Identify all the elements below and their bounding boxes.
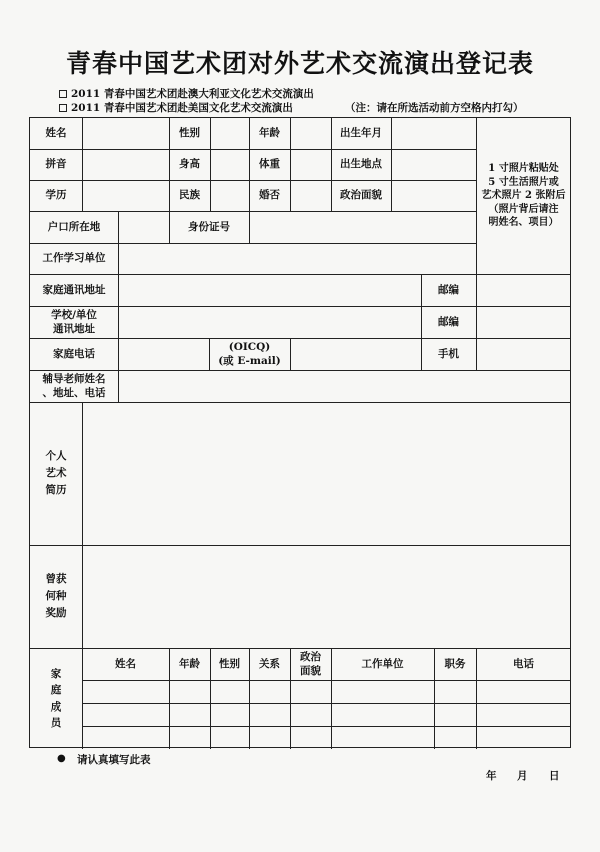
- col-line: [210, 118, 211, 211]
- label-awards: 曾获 何种 奖励: [45, 573, 67, 619]
- label-idcard: 身份证号: [188, 220, 230, 233]
- label-gender: 性别: [179, 127, 200, 140]
- bullet-icon: ●: [57, 753, 66, 764]
- row-line: [82, 726, 571, 727]
- col-line: [391, 118, 392, 211]
- label-postcode-2: 邮编: [438, 315, 459, 328]
- page-title: 青春中国艺术团对外艺术交流演出登记表: [65, 49, 534, 78]
- label-resume: 个人 艺术 简历: [45, 450, 67, 496]
- col-line: [118, 243, 119, 274]
- col-line: [249, 211, 250, 243]
- family-header-work-unit: 工作单位: [361, 657, 404, 670]
- label-tutor: 辅导老师姓名 、地址、电话: [42, 372, 106, 399]
- row-line: [30, 545, 571, 546]
- label-political: 政治面貌: [340, 189, 382, 202]
- label-birthplace: 出生地点: [340, 158, 382, 171]
- family-header-political: 政治 面貌: [300, 650, 321, 677]
- family-header-age: 年龄: [179, 657, 200, 670]
- label-oicq-email: (OICQ) (或 E-mail): [218, 340, 281, 367]
- col-line: [118, 338, 119, 370]
- label-marital: 婚否: [259, 189, 280, 202]
- footer-instruction: 请认真填写此表: [77, 754, 151, 766]
- option-australia[interactable]: [59, 86, 314, 101]
- col-line: [82, 118, 83, 211]
- label-school-address: 学校/单位 通讯地址: [51, 308, 97, 335]
- checkbox-usa[interactable]: [59, 104, 67, 112]
- col-line: [118, 370, 119, 402]
- row-line: [82, 680, 571, 681]
- label-hukou: 户口所在地: [47, 220, 101, 233]
- col-line: [290, 338, 291, 370]
- col-line: [82, 402, 83, 749]
- label-postcode: 邮编: [438, 283, 459, 296]
- label-height: 身高: [179, 158, 200, 171]
- row-line: [30, 402, 571, 403]
- selection-note: （注：请在所选活动前方空格内打勾）: [345, 102, 524, 114]
- photo-placeholder: 1 寸照片粘贴处 5 寸生活照片或 艺术照片 2 张附后 （照片背后请注 明姓名、项目）: [481, 163, 566, 229]
- label-age: 年龄: [259, 127, 280, 140]
- col-line: [118, 274, 119, 338]
- date-month: 月: [517, 770, 528, 782]
- family-header-name: 姓名: [115, 657, 136, 670]
- family-header-phone: 电话: [513, 657, 534, 670]
- row-line: [82, 703, 571, 704]
- registration-form-table: [29, 117, 571, 748]
- date-day: 日: [549, 770, 560, 782]
- label-family: 家 庭 成 员: [50, 667, 62, 729]
- label-birth: 出生年月: [340, 127, 382, 140]
- col-line: [476, 274, 477, 370]
- option-usa[interactable]: [59, 100, 293, 115]
- label-home-address: 家庭通讯地址: [42, 283, 106, 296]
- col-line: [290, 118, 291, 211]
- family-header-relation: 关系: [259, 657, 280, 670]
- label-ethnicity: 民族: [179, 189, 200, 202]
- label-weight: 体重: [259, 158, 280, 171]
- family-header-title: 职务: [444, 657, 466, 670]
- label-name: 姓名: [45, 127, 67, 140]
- date-year: 年: [486, 770, 497, 782]
- label-pinyin: 拼音: [45, 158, 67, 171]
- label-mobile: 手机: [438, 347, 459, 360]
- family-header-gender: 性别: [219, 657, 240, 670]
- option-australia-label: 2011 青春中国艺术团赴澳大利亚文化艺术交流演出: [71, 88, 314, 100]
- label-work-unit: 工作学习单位: [42, 252, 106, 265]
- label-education: 学历: [45, 189, 67, 202]
- option-usa-label: 2011 青春中国艺术团赴美国文化艺术交流演出: [71, 102, 293, 114]
- col-line: [118, 211, 119, 243]
- label-home-phone: 家庭电话: [53, 347, 95, 360]
- checkbox-australia[interactable]: [59, 90, 67, 98]
